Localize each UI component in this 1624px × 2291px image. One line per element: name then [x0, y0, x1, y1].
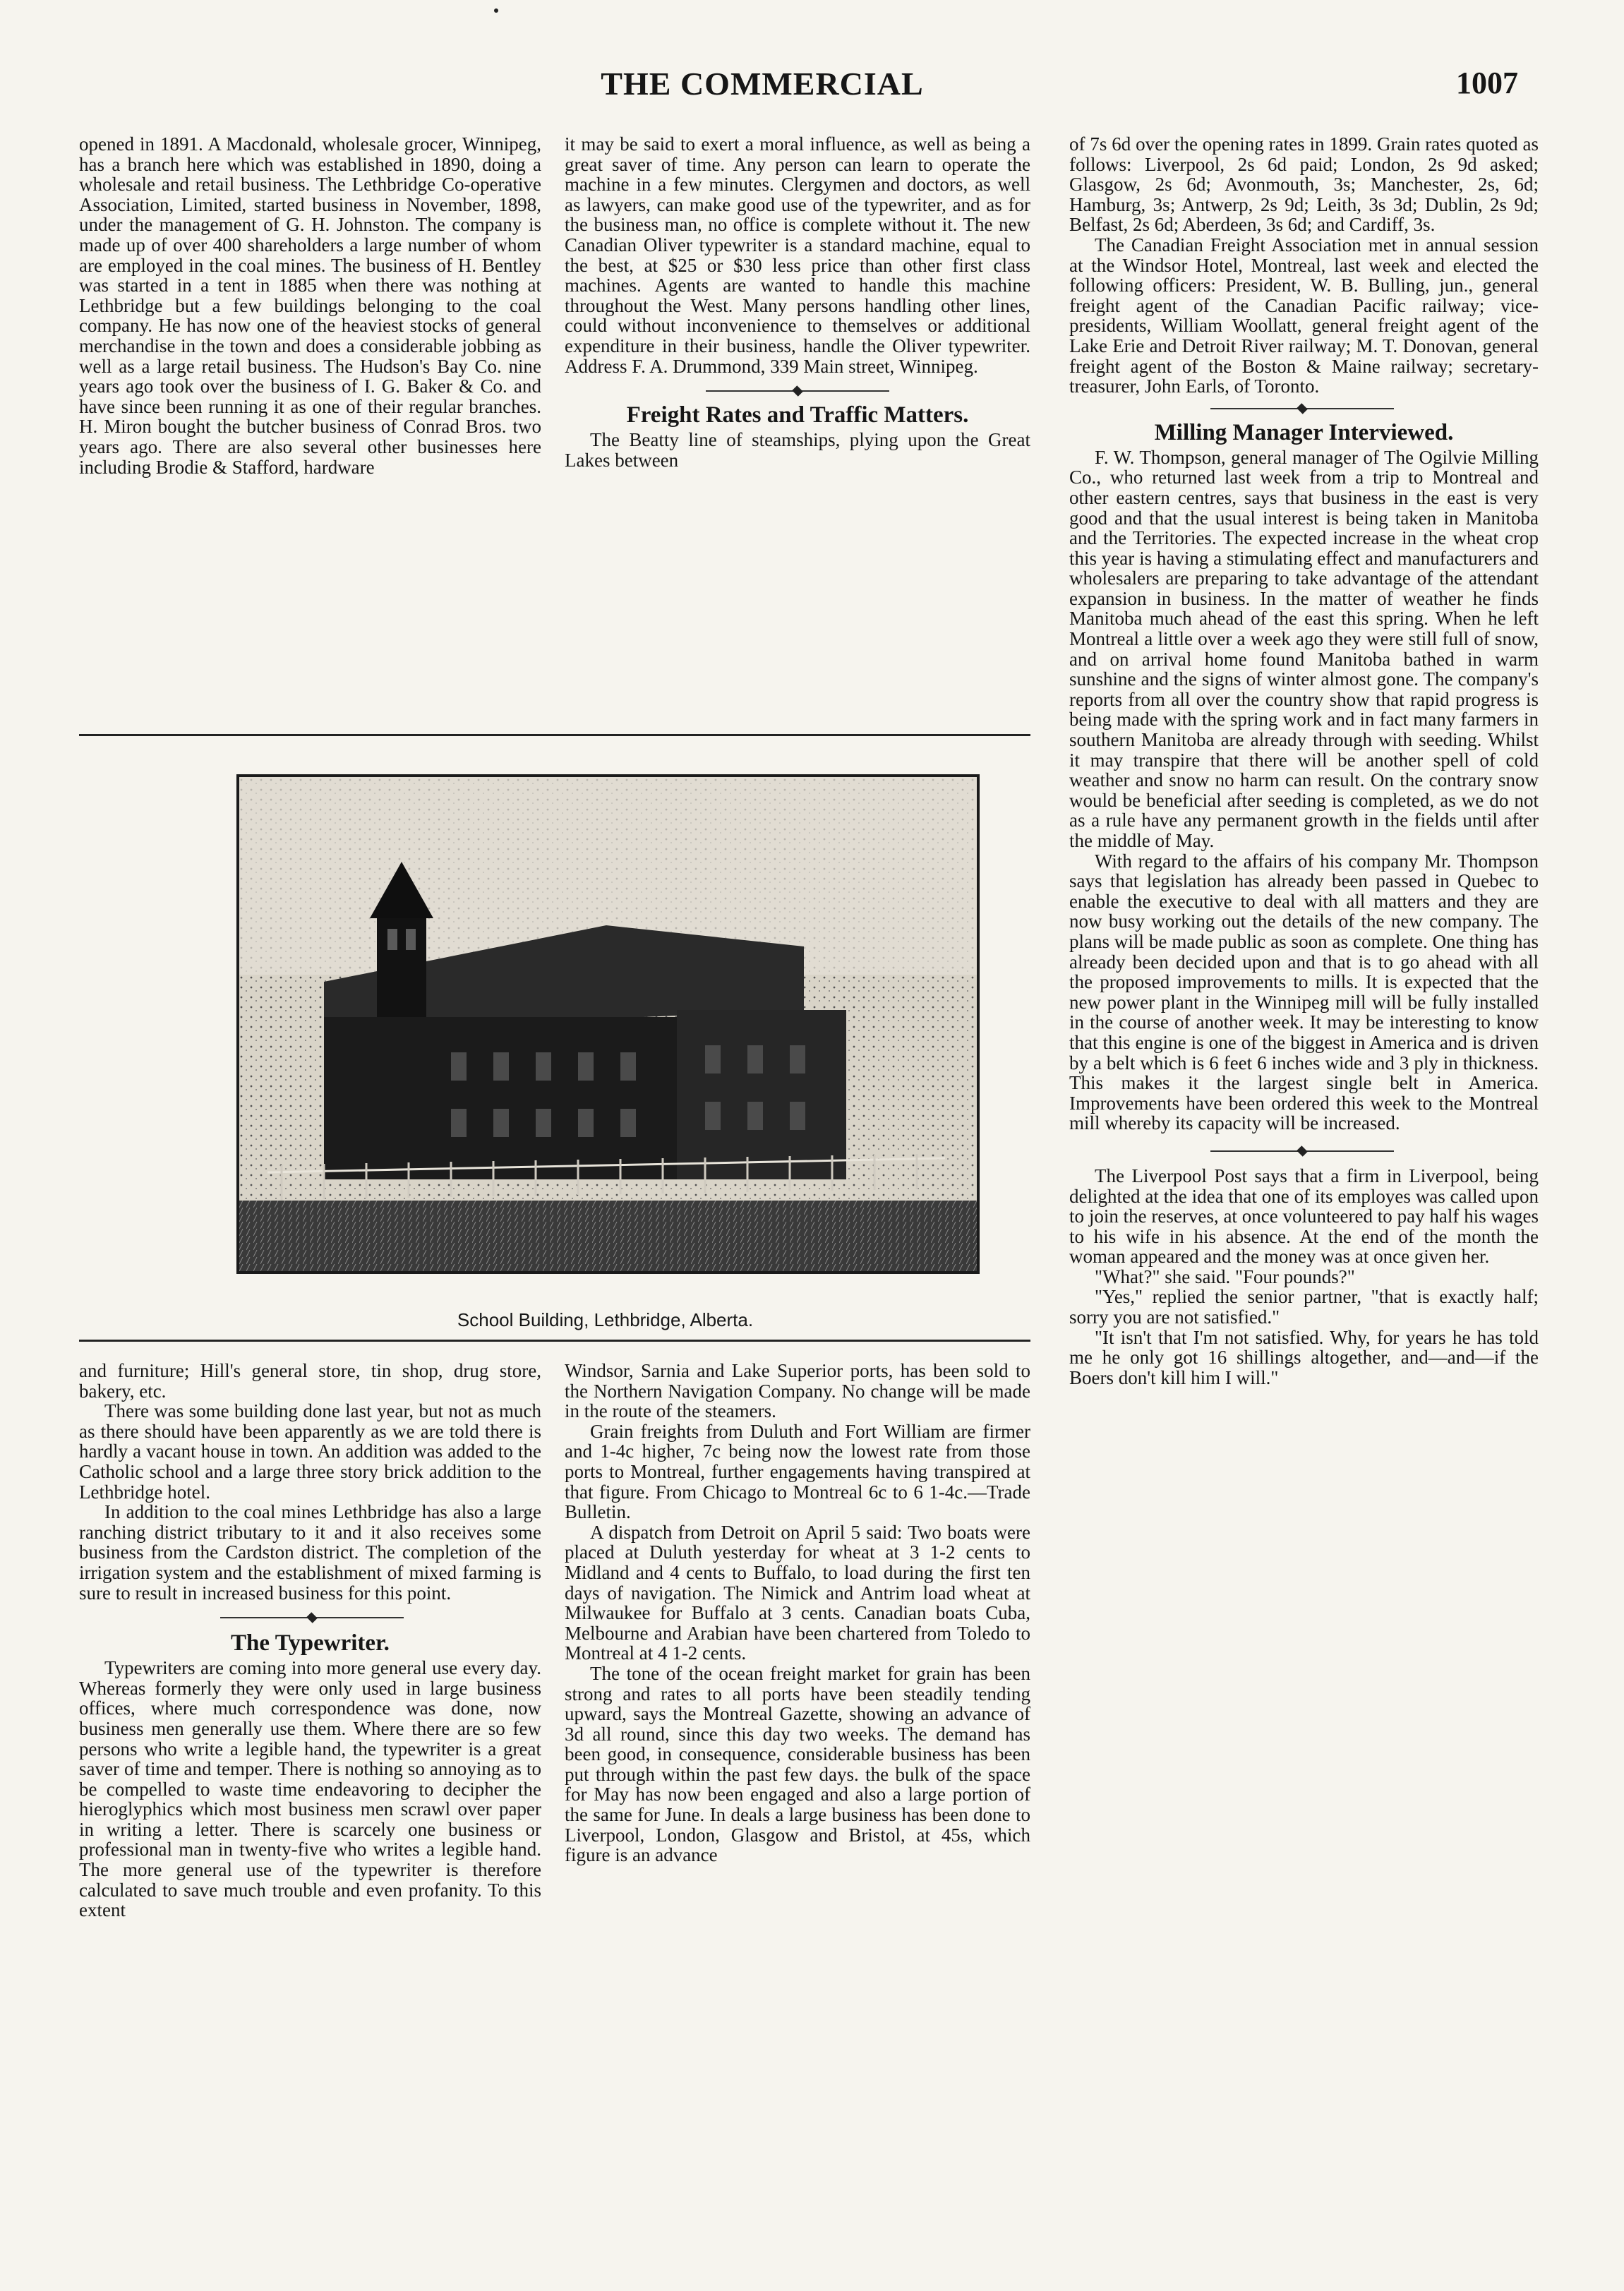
section-separator	[565, 383, 1030, 399]
photo-caption: School Building, Lethbridge, Alberta.	[457, 1309, 754, 1330]
paragraph: "What?" she said. "Four pounds?"	[1095, 1265, 1355, 1287]
paragraph: Windsor, Sarnia and Lake Superior ports, has been sold to the Northern Navigation Company. No change will be made in the route of the steamers.	[565, 1361, 1030, 1422]
column-1-top	[79, 134, 541, 699]
section-separator	[1069, 401, 1539, 416]
paragraph: The Canadian Freight Association met in annual session at the Windsor Hotel, Montreal, last week and elected the following officers: President, W. B. Bulling, jun., general freight agent of the Canadian Pacific railway; vice-presidents, William Woollatt, general freight agent of the Lake Erie and Detroit River railway; M. T. Donovan, general freight agent of the Boston & Maine railway; secretary-treasurer, John Earls, of Toronto.	[1069, 234, 1539, 397]
ink-dot	[494, 8, 498, 13]
paragraph: The Beatty line of steamships, plying upon the Great Lakes between	[565, 429, 1030, 471]
paragraph: opened in 1891. A Macdonald, wholesale grocer, Winnipeg, has a branch here which was established in 1890, doing a wholesale and retail business. The Lethbridge Co-operative Association, Limited, started business in November, 1898, under the management of G. H. Johnston. The company is made up of over 400 shareholders a large number of whom are employed in the coal mines. The business of H. Bentley was started in a tent in 1885 when there was nothing at Lethbridge but a few buildings belonging to the coal company. He has now one of the heaviest stocks of general merchandise in the town and does a considerable jobbing as well as a large retail business. The Hudson's Bay Co. nine years ago took over the business of I. G. Baker & Co. and have since been running it as one of their regular branches. H. Miron bought the butcher business of Conrad Bros. two years ago. There are also several other businesses here including Brodie & Stafford, hardware	[79, 134, 541, 478]
horizontal-rule	[79, 1340, 1030, 1342]
column-2-top	[565, 134, 1030, 713]
page-number: 1007	[1456, 66, 1518, 100]
paragraph: of 7s 6d over the opening rates in 1899. Grain rates quoted as follows: Liverpool, 2s 6d paid; London, 2s 9d asked; Glasgow, 2s 6d; Avonmouth, 3s; Manchester, 2s, 6d; Hamburg, 3s; Antwerp, 2s 9d; Leith, 3s 3d; Dublin, 2s 9d; Belfast, 2s 6d; Aberdeen, 3s 6d; and Cardiff, 3s.	[1069, 134, 1539, 236]
section-separator	[79, 1608, 541, 1627]
paragraph: In addition to the coal mines Lethbridge has also a large ranching district tributary to it and it also receives some business from the Cardston district. The completion of the irrigation system and the establishment of mixed farming is sure to result in increased business for this point.	[79, 1501, 541, 1604]
school-building-photo	[236, 774, 980, 1274]
school-building-illustration	[239, 777, 977, 1271]
paragraph: With regard to the affairs of his company Mr. Thompson says that legislation has already been passed in Quebec to enable the executive to deal with all matters and they are now busy working out the details of the new company. The plans will be made public as soon as complete. One thing has already been decided upon and that is to go ahead with all the proposed improvements to mills. It is expected that the new power plant in the Winnipeg mill will be fully installed in the course of another week. It may be interesting to know that this engine is one of the biggest in America and is driven by a belt which is 6 feet 6 inches wide and 3 ply in thickness. This makes it the largest single belt in America. Improvements have been ordered this week to the Montreal mill whereby its capacity will be increased.	[1069, 850, 1539, 1134]
milling-manager-heading: Milling Manager Interviewed.	[1154, 419, 1454, 445]
paragraph: "Yes," replied the senior partner, "that is exactly half; sorry you are not satisfied."	[1069, 1286, 1539, 1328]
paragraph: A dispatch from Detroit on April 5 said: Two boats were placed at Duluth yesterday for wheat at 3 1-2 cents to Midland and 4 cents to Buffalo, to load during the first ten days of navigation. The Nimick and Antrim load wheat at Milwaukee for Buffalo at 3 cents. Canadian boats Cuba, Melbourne and Arabian have been chartered from Toledo to Montreal at 4 1-2 cents.	[565, 1521, 1030, 1664]
column-2-bottom	[565, 1361, 1030, 2218]
paragraph: and furniture; Hill's general store, tin shop, drug store, bakery, etc.	[79, 1361, 541, 1402]
page-title: THE COMMERCIAL	[601, 66, 924, 102]
paragraph: Grain freights from Duluth and Fort William are firmer and 1-4c higher, 7c being now the lowest rate from those ports to Montreal, further engagements having transpired at that figure. From Chicago to Montreal 6c to 6 1-4c.—Trade Bulletin.	[565, 1420, 1030, 1523]
paragraph: The Liverpool Post says that a firm in Liverpool, being delighted at the idea that one of its employes was called upon to join the reserves, at once volunteered to pay half his wages to his wife in his absence. At the end of the month the woman appeared and the money was at once given her.	[1069, 1165, 1539, 1268]
paragraph: The tone of the ocean freight market for grain has been strong and rates to all ports have been steadily tending upward, says the Montreal Gazette, showing an advance of 3d all round, since this day two weeks. The demand has been good, in consequence, considerable business has been put through within the past few days. the bulk of the space for May has now been engaged and also a large portion of the same for June. In deals a large business has been done to Liverpool, London, Glasgow and Bristol, at 45s, which figure is an advance	[565, 1662, 1030, 1866]
column-1-bottom	[79, 1361, 541, 2218]
paragraph: Typewriters are coming into more general use every day. Whereas formerly they were only used in large business offices, where much correspondence was done, now business men generally use them. Where there are so few persons who write a legible hand, the typewriter is a great saver of time and temper. There is nothing so annoying as to be compelled to waste time endeavoring to decipher the hieroglyphics which most business men scrawl over paper in writing a letter. There is scarcely one business or professional man in twenty-five who writes a legible hand. The more general use of the typewriter is therefore calculated to save much trouble and even profanity. To this extent	[79, 1657, 541, 1921]
paragraph: it may be said to exert a moral influence, as well as being a great saver of time. Any person can learn to operate the machine in a few minutes. Clergymen and doctors, as well as lawyers, can make good use of the typewriter, and as for the business man, no office is complete without it. The new Canadian Oliver typewriter is a standard machine, equal to the best, at $25 or $30 less price than other first class machines. Agents are wanted to handle this machine throughout the West. Many persons handling other lines, could without inconvenience to themselves or additional expenditure in their business, handle the Oliver typewriter. Address F. A. Drummond, 339 Main street, Winnipeg.	[565, 134, 1030, 377]
paragraph: There was some building done last year, but not as much as there should have been apparently as we are told there is hardly a vacant house in town. An addition was added to the Catholic school and a large three story brick addition to the Lethbridge hotel.	[79, 1400, 541, 1503]
section-separator	[1069, 1141, 1539, 1162]
freight-rates-heading: Freight Rates and Traffic Matters.	[626, 402, 969, 428]
paragraph: "It isn't that I'm not satisfied. Why, for years he has told me he only got 16 shillings altogether, and—and—if the Boers don't kill him I will."	[1069, 1326, 1539, 1388]
paragraph: F. W. Thompson, general manager of The Ogilvie Milling Co., who returned last week from a trip to Montreal and other eastern centres, says that business in the east is very good and that the usual interest is being taken in Manitoba and the Territories. The expected increase in the wheat crop this year is having a stimulating effect and manufacturers and wholesalers are preparing to take advantage of the attendant expansion in business. In the matter of weather he finds Manitoba much ahead of the east this spring. When he left Montreal a little over a week ago they were still full of snow, and on arrival home found Manitoba bathed in warm sunshine and the signs of winter almost gone. The company's reports from all over the country show that rapid progress is being made with the spring work and in fact many farmers in southern Manitoba are already through with seeding. Whilst it may transpire that there will be another spell of cold weather and snow no harm can result. On the contrary snow would be beneficial after seeding is completed, as we do not as a rule have any permanent growth in the fields until after the middle of May.	[1069, 446, 1539, 851]
horizontal-rule	[79, 734, 1030, 736]
typewriter-heading: The Typewriter.	[231, 1630, 390, 1656]
column-3	[1069, 134, 1539, 2223]
